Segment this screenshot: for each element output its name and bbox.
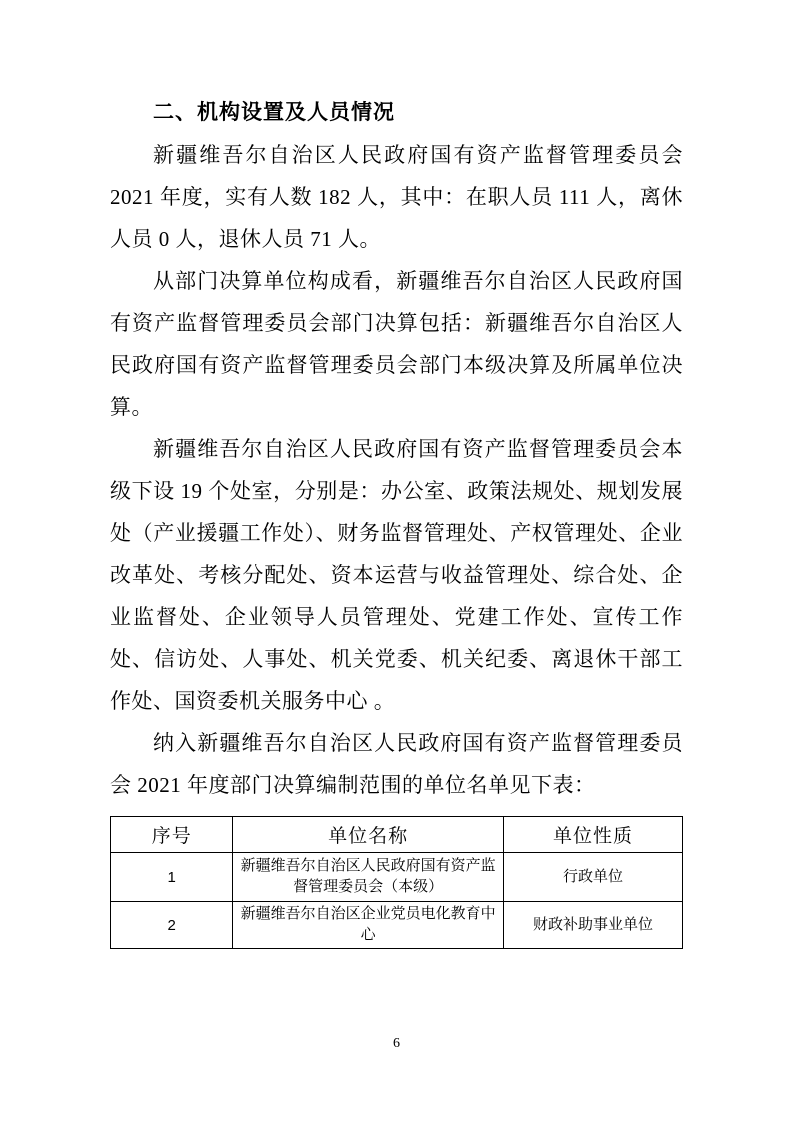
page-number: 6 bbox=[393, 1036, 400, 1051]
cell-unit-name: 新疆维吾尔自治区企业党员电化教育中心 bbox=[233, 902, 504, 949]
paragraph-departments: 新疆维吾尔自治区人民政府国有资产监督管理委员会本级下设 19 个处室，分别是：办公室、政策法规处、规划发展处（产业援疆工作处）、财务监督管理处、产权管理处、企业改革处、考核分配处、资本运营与收益管理处、综合处、企业监督处、企业领导人员管理处、党建工作处、宣传工作处、信访处、人事处、机关党委、机关纪委、离退休干部工作处、国资委机关服务中心 。 bbox=[110, 437, 683, 713]
cell-unit-type: 财政补助事业单位 bbox=[503, 902, 682, 949]
cell-index: 2 bbox=[111, 902, 233, 949]
cell-unit-name: 新疆维吾尔自治区人民政府国有资产监督管理委员会（本级） bbox=[233, 853, 504, 902]
cell-index: 1 bbox=[111, 853, 233, 902]
cell-unit-type: 行政单位 bbox=[503, 853, 682, 902]
table-row bbox=[111, 902, 683, 949]
table-header-row bbox=[111, 817, 683, 853]
page-content bbox=[110, 92, 683, 949]
table-row bbox=[111, 853, 683, 902]
section-heading: 二、机构设置及人员情况 bbox=[153, 101, 395, 124]
paragraph-staffing: 新疆维吾尔自治区人民政府国有资产监督管理委员会 2021 年度，实有人数 182 人，其中：在职人员 111 人，离休人员 0 人，退休人员 71 人。 bbox=[110, 143, 683, 251]
col-header-unit-name: 单位名称 bbox=[233, 817, 504, 853]
paragraph-table-intro: 纳入新疆维吾尔自治区人民政府国有资产监督管理委员会 2021 年度部门决算编制范围的单位名单见下表： bbox=[110, 731, 683, 797]
col-header-unit-type: 单位性质 bbox=[503, 817, 682, 853]
paragraph-budget-units: 从部门决算单位构成看，新疆维吾尔自治区人民政府国有资产监督管理委员会部门决算包括：新疆维吾尔自治区人民政府国有资产监督管理委员会部门本级决算及所属单位决算。 bbox=[110, 269, 683, 419]
col-header-index: 序号 bbox=[111, 817, 233, 853]
units-table bbox=[110, 816, 683, 949]
